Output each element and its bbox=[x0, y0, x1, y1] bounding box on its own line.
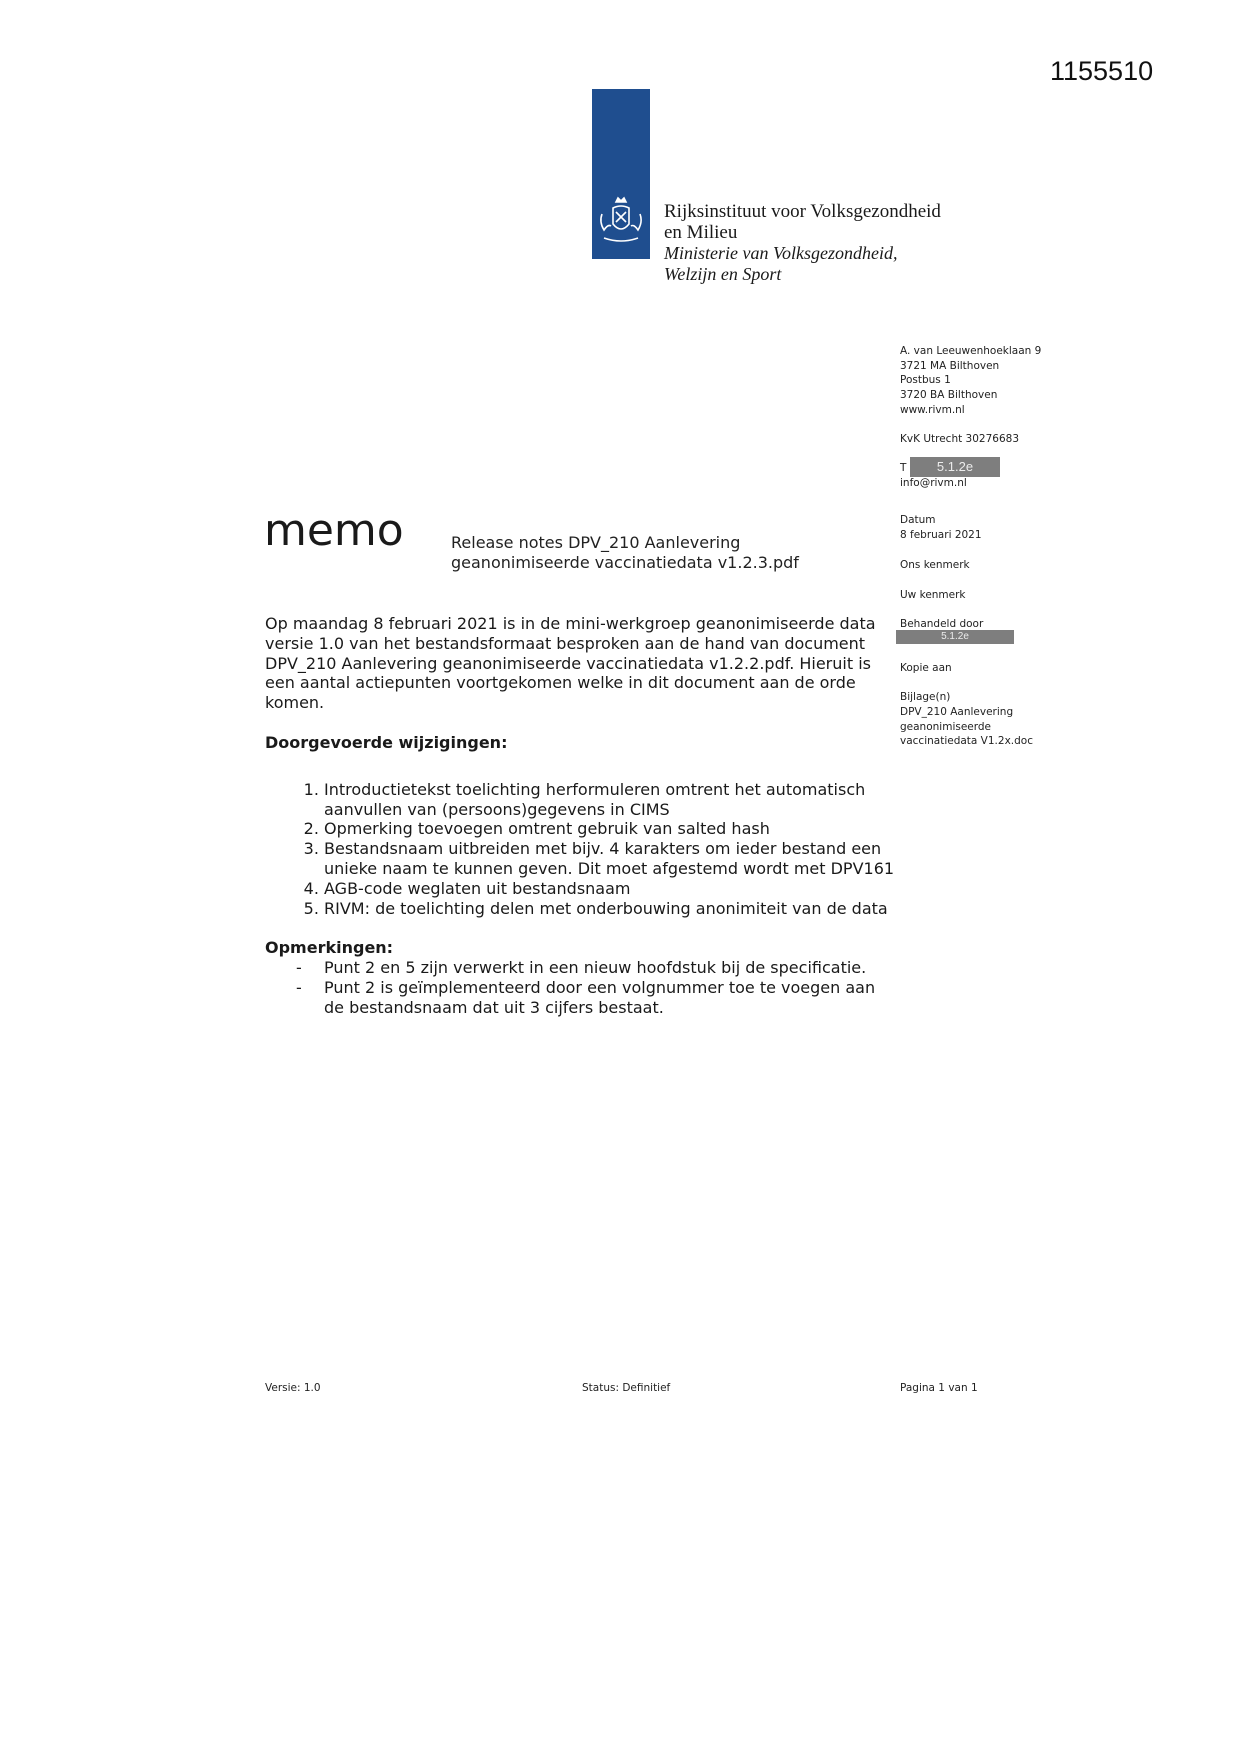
kvk-number: KvK Utrecht 30276683 bbox=[900, 433, 1019, 445]
bijlage-line: geanonimiseerde bbox=[900, 720, 992, 733]
uw-kenmerk-label: Uw kenmerk bbox=[900, 589, 966, 601]
bijlage-line: vaccinatiedata V1.2x.doc bbox=[900, 735, 1033, 748]
phone-prefix: T bbox=[900, 462, 907, 474]
remarks-list bbox=[265, 958, 895, 1017]
changes-heading: Doorgevoerde wijzigingen: bbox=[265, 732, 508, 752]
list-item: 2. Opmerking toevoegen omtrent gebruik van salted hash bbox=[324, 819, 895, 839]
list-item: - Punt 2 en 5 zijn verwerkt in een nieuw hoofdstuk bij de specificatie. bbox=[324, 958, 895, 978]
intro-paragraph: Op maandag 8 februari 2021 is in de mini-werkgroep geanonimiseerde data versie 1.0 van het bestandsformaat besproken aan de hand van document DPV_210 Aanlevering geanonimiseerde vaccinatiedata v1.2.2.pdf. Hieruit is een aantal actiepunten voortgekomen welke in dit document aan de orde komen. bbox=[265, 614, 876, 713]
sender-address bbox=[900, 344, 1041, 418]
changes-list bbox=[265, 780, 895, 919]
list-item: - Punt 2 is geïmplementeerd door een volgnummer toe te voegen aan de bestandsnaam dat uit 3 cijfers bestaat. bbox=[324, 978, 895, 1018]
memo-body bbox=[265, 614, 895, 1018]
remarks-heading: Opmerkingen: bbox=[265, 938, 394, 958]
address-line: A. van Leeuwenhoeklaan 9 bbox=[900, 345, 1042, 357]
website-link[interactable]: www.rivm.nl bbox=[900, 403, 965, 416]
footer-version: Versie: 1.0 bbox=[265, 1382, 321, 1394]
bijlage-label: Bijlage(n) bbox=[900, 691, 951, 703]
logo-line-4: Welzijn en Sport bbox=[664, 264, 782, 284]
coat-of-arms-icon bbox=[594, 196, 648, 250]
datum-value: 8 februari 2021 bbox=[900, 529, 982, 541]
ons-kenmerk-label: Ons kenmerk bbox=[900, 559, 970, 571]
footer-status: Status: Definitief bbox=[582, 1382, 671, 1394]
kopie-aan-label: Kopie aan bbox=[900, 662, 952, 674]
document-number: 1155510 bbox=[1050, 56, 1154, 86]
logo-line-3: Ministerie van Volksgezondheid, bbox=[664, 243, 898, 263]
bijlage-line: DPV_210 Aanlevering bbox=[900, 706, 1014, 718]
footer-page: Pagina 1 van 1 bbox=[900, 1382, 978, 1394]
organization-name bbox=[664, 201, 941, 285]
subject-line-1: Release notes DPV_210 Aanlevering bbox=[451, 533, 741, 552]
logo-line-1: Rijksinstituut voor Volksgezondheid bbox=[664, 201, 941, 222]
list-item: 5. RIVM: de toelichting delen met onderbouwing anonimiteit van de data bbox=[324, 899, 895, 919]
list-item: 1. Introductietekst toelichting herformuleren omtrent het automatisch aanvullen van (persoons)gegevens in CIMS bbox=[324, 780, 895, 820]
logo-line-2: en Milieu bbox=[664, 222, 738, 243]
address-line: Postbus 1 bbox=[900, 374, 951, 387]
address-line: 3720 BA Bilthoven bbox=[900, 389, 998, 402]
subject-line-2: geanonimiseerde vaccinatiedata v1.2.3.pdf bbox=[451, 552, 799, 572]
email-link[interactable]: info@rivm.nl bbox=[900, 477, 967, 489]
list-item: 4. AGB-code weglaten uit bestandsnaam bbox=[324, 879, 895, 899]
behandeld-door-label: Behandeld door bbox=[900, 618, 984, 630]
memo-subject bbox=[451, 533, 871, 572]
bijlage-value bbox=[900, 705, 1033, 749]
redacted-handler: 5.1.2e bbox=[896, 630, 1014, 644]
address-line: 3721 MA Bilthoven bbox=[900, 359, 1000, 372]
memo-title: memo bbox=[264, 505, 404, 556]
datum-label: Datum bbox=[900, 514, 936, 526]
redacted-phone: 5.1.2e bbox=[910, 457, 1000, 477]
list-item: 3. Bestandsnaam uitbreiden met bijv. 4 karakters om ieder bestand een unieke naam te kunnen geven. Dit moet afgestemd wordt met DPV161 bbox=[324, 839, 895, 879]
